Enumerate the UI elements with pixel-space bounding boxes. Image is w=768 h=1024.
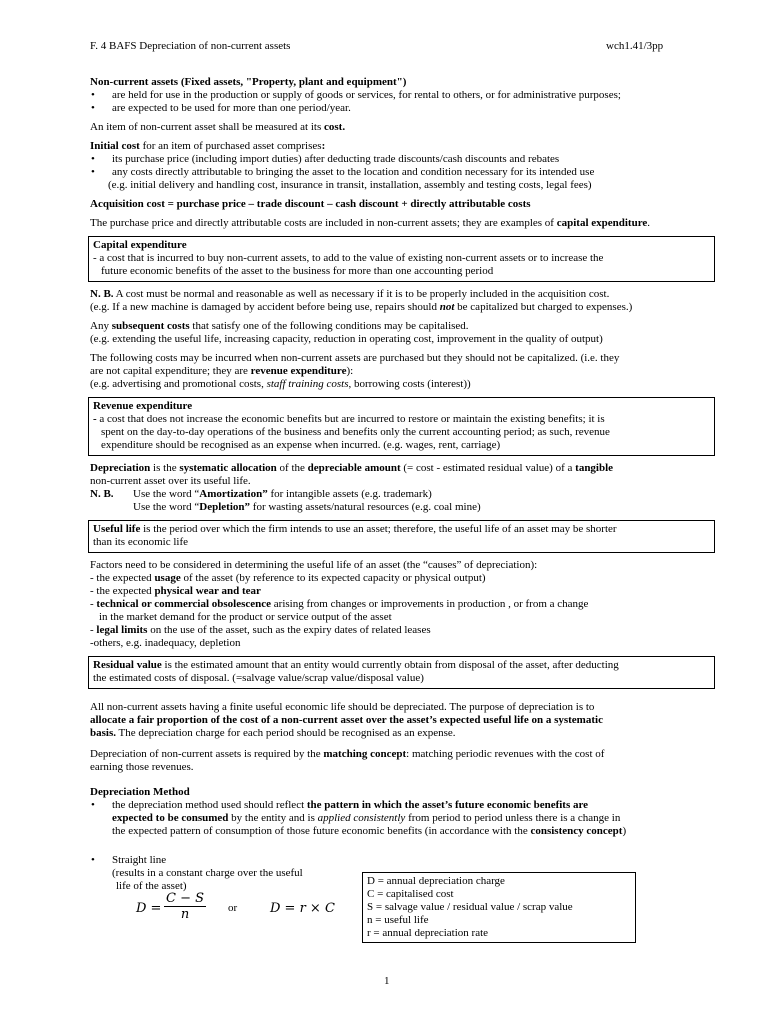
straight-line-note2: life of the asset) — [116, 880, 187, 892]
list-item: • any costs directly attributable to bringing the asset to the location and condition necessary for its intended use — [90, 166, 730, 179]
residual-value-box — [88, 656, 715, 689]
noncurrent-bullets — [90, 89, 730, 115]
legend-item: C = capitalised cost — [367, 888, 454, 900]
text-italic: applied consistently — [317, 812, 406, 824]
factors-intro: Factors need to be considered in determining the useful life of an asset (the “causes” of depreciation): — [90, 559, 538, 571]
text-bold: subsequent costs — [111, 320, 190, 332]
noncurrent-title: Non-current assets (Fixed assets, "Property, plant and equipment") — [90, 76, 407, 88]
straight-line-note1: (results in a constant charge over the useful — [112, 867, 303, 879]
nb-label: N. B. — [90, 488, 114, 500]
following-costs — [90, 352, 730, 391]
following-line2 — [90, 365, 730, 378]
method-bullets — [90, 799, 730, 838]
subsequent-costs — [90, 320, 730, 346]
text: (= cost - estimated residual value) of a — [400, 462, 576, 474]
text-bold: matching concept — [323, 748, 407, 760]
factors — [90, 559, 730, 650]
formula-lhs: D = — [136, 901, 162, 916]
legend-item: r = annual depreciation rate — [367, 927, 489, 939]
bullet-icon: • — [91, 854, 95, 866]
list-item: • its purchase price (including import duties) after deducting trade discounts/cash discounts and rebates — [90, 153, 730, 166]
text: are not capital expenditure; they are — [90, 365, 251, 377]
formula-legend — [362, 872, 636, 943]
straight-line-section — [90, 854, 730, 950]
subsequent-line — [90, 320, 730, 333]
useful-life-line1 — [93, 523, 709, 536]
nb1 — [90, 288, 730, 314]
text: Any — [90, 320, 112, 332]
initial-cost-bullets — [90, 153, 730, 179]
text-bold: Depreciation — [90, 462, 151, 474]
straight-line-title: Straight line — [112, 854, 167, 866]
text-bold: basis. — [90, 727, 116, 739]
text: : matching periodic revenues with the cost of — [406, 748, 605, 760]
finite-line3 — [90, 727, 730, 740]
revex-box — [88, 397, 715, 456]
depreciation-formula — [136, 892, 356, 928]
depreciation-method — [90, 786, 730, 838]
text-bold: the pattern in which the asset’s future economic benefits are — [306, 799, 589, 811]
formula-or: or — [228, 902, 238, 914]
text-bold: consistency concept — [530, 825, 623, 837]
text: - the expected — [90, 572, 155, 584]
text-bold: physical wear and tear — [154, 585, 261, 597]
acquisition-formula: Acquisition cost = purchase price – trade discount – cash discount + directly attributable costs — [90, 198, 531, 210]
matching-line2: earning those revenues. — [90, 761, 194, 773]
capex-line2: future economic benefits of the asset to the business for more than one accounting period — [101, 265, 494, 277]
nb2-row1 — [90, 488, 730, 501]
text: ) — [622, 825, 627, 837]
formula-denominator: n — [180, 907, 190, 922]
text-bold: Initial cost — [90, 140, 140, 152]
text: Use the word “ — [133, 488, 200, 500]
text: a cost that does not increase the economic benefits but are incurred to restore or maintain the existing benefits; it is — [96, 413, 605, 425]
factor-others: -others, e.g. inadequacy, depletion — [90, 637, 241, 649]
text: of the — [276, 462, 308, 474]
text-bold: capital expenditure — [556, 217, 648, 229]
finite-line2: allocate a fair proportion of the cost of a non-current asset over the asset’s expected useful life on a systematic — [90, 714, 603, 726]
text: - — [90, 598, 97, 610]
text: is the — [150, 462, 180, 474]
legend-item: n = useful life — [367, 914, 429, 926]
text-bold: tangible — [575, 462, 614, 474]
text: Use the word “ — [133, 501, 200, 513]
text-bold: technical or commercial obsolescence — [96, 598, 272, 610]
text: (e.g. advertising and promotional costs, — [90, 378, 267, 390]
initial-cost-title — [90, 140, 730, 153]
text-bold: - — [93, 413, 97, 425]
text: - — [90, 624, 97, 636]
nb1-example — [90, 301, 730, 314]
text: by the entity and is — [228, 812, 318, 824]
text: that satisfy one of the following conditions may be capitalised. — [189, 320, 469, 332]
text: on the use of the asset, such as the expiry dates of related leases — [147, 624, 431, 636]
depr-line1 — [90, 462, 730, 475]
text: , borrowing costs (interest)) — [348, 378, 471, 390]
method-line3 — [112, 825, 730, 838]
finite-line1: All non-current assets having a finite useful economic life should be depreciated. The purpose of depreciation is to — [90, 701, 595, 713]
text: is the estimated amount that an entity would currently obtain from disposal of the asset, after deducting — [161, 659, 619, 671]
text-bold: : — [321, 140, 326, 152]
text: is the period over which the firm intends to use an asset; therefore, the useful life of an asset may be shorter — [140, 523, 617, 535]
method-line1 — [112, 799, 730, 812]
text-bold: expected to be consumed — [112, 812, 229, 824]
initial-cost-example: (e.g. initial delivery and handling cost, insurance in transit, installation, assembly and testing costs, legal fees) — [108, 179, 592, 191]
page-number: 1 — [384, 975, 390, 987]
text-bold: Depletion” — [199, 501, 251, 513]
method-title: Depreciation Method — [90, 786, 190, 798]
text-bold: legal limits — [96, 624, 148, 636]
nb2-line1 — [133, 488, 432, 501]
revex-line1 — [93, 413, 709, 426]
straight-line-item — [90, 854, 350, 893]
text-bold: cost. — [324, 121, 346, 133]
nb-label: N. B. — [90, 288, 114, 300]
revex-line3: expenditure should be recognised as an expense when incurred. (e.g. wages, rent, carriage) — [101, 439, 501, 451]
text: A cost must be normal and reasonable as well as necessary if it is to be properly included in the acquisition cost. — [113, 288, 610, 300]
legend-item: D = annual depreciation charge — [367, 875, 505, 887]
text: from period to period unless there is a change in — [405, 812, 621, 824]
text-bold: Amortization” — [199, 488, 268, 500]
capex-box — [88, 236, 715, 282]
following-example — [90, 378, 730, 391]
list-item: • are expected to be used for more than one period/year. — [90, 102, 730, 115]
text: for wasting assets/natural resources (e.g. coal mine) — [250, 501, 481, 513]
revex-line2: spent on the day-to-day operations of the business and benefits only the current accounting period; as such, revenue — [101, 426, 610, 438]
matching-line1 — [90, 748, 730, 761]
text-bold: usage — [154, 572, 181, 584]
text: of the asset (by reference to its expected capacity or physical output) — [180, 572, 486, 584]
matching-concept — [90, 748, 730, 774]
residual-line1 — [93, 659, 709, 672]
legend-item: S = salvage value / residual value / scrap value — [367, 901, 573, 913]
list-item: • are held for use in the production or supply of goods or services, for rental to others, or for administrative purposes; — [90, 89, 730, 102]
text: The depreciation charge for each period should be recognised as an expense. — [116, 727, 456, 739]
text: . — [647, 217, 651, 229]
nb1-line — [90, 288, 730, 301]
noncurrent-section — [90, 76, 730, 115]
text: The purchase price and directly attributable costs are included in non-current assets; they are examples of — [90, 217, 557, 229]
factor-obsolescence-line2: in the market demand for the product or service output of the asset — [99, 611, 392, 623]
text: for an item of purchased asset comprises — [139, 140, 322, 152]
text: for intangible assets (e.g. trademark) — [267, 488, 432, 500]
measured-line — [90, 121, 730, 134]
text: be capitalized but charged to expenses.) — [454, 301, 633, 313]
factor-legal — [90, 624, 730, 637]
capex-line1: - a cost that is incurred to buy non-current assets, to add to the value of existing non-current assets or to increase the — [93, 252, 604, 264]
text-emphasis: not — [439, 301, 455, 313]
method-line2 — [112, 812, 730, 825]
finite-life — [90, 701, 730, 740]
text: ): — [346, 365, 354, 377]
list-item — [90, 799, 730, 838]
subsequent-example: (e.g. extending the useful life, increasing capacity, reduction in operating cost, improvement in the quality of output) — [90, 333, 603, 345]
text: (e.g. If a new machine is damaged by accident before being use, repairs should — [90, 301, 440, 313]
text: the expected pattern of consumption of those future economic benefits (in accordance with the — [112, 825, 531, 837]
purchase-price-line — [90, 217, 730, 230]
text: - the expected — [90, 585, 155, 597]
formula-alt: D = r × C — [270, 901, 335, 916]
useful-life-box — [88, 520, 715, 553]
following-line1: The following costs may be incurred when non-current assets are purchased but they should not be capitalized. (i.e. they — [90, 352, 620, 364]
header-code: wch1.41/3pp — [606, 40, 664, 52]
useful-life-line2: than its economic life — [93, 536, 188, 548]
factor-obsolescence — [90, 598, 730, 611]
formula-fraction — [164, 892, 206, 921]
text: An item of non-current asset shall be measured at its — [90, 121, 324, 133]
header-title: F. 4 BAFS Depreciation of non-current assets — [90, 40, 291, 52]
capex-title: Capital expenditure — [93, 239, 187, 251]
depr-line2: non-current asset over its useful life. — [90, 475, 251, 487]
depreciation-definition — [90, 462, 730, 488]
formula-numerator: C − S — [165, 891, 204, 906]
text-bold: systematic allocation — [179, 462, 277, 474]
factor-usage — [90, 572, 730, 585]
text-bold: Residual value — [93, 659, 162, 671]
revex-title: Revenue expenditure — [93, 400, 193, 412]
text: the depreciation method used should reflect — [112, 799, 307, 811]
factor-wear — [90, 585, 730, 598]
text-italic: staff training costs — [266, 378, 349, 390]
text-bold: revenue expenditure — [250, 365, 347, 377]
initial-cost-section — [90, 140, 730, 192]
text: arising from changes or improvements in production , or from a change — [271, 598, 589, 610]
content — [90, 76, 730, 950]
text-bold: Useful life — [93, 523, 141, 535]
nb2-row2 — [90, 501, 730, 514]
nb2 — [90, 488, 730, 514]
residual-line2: the estimated costs of disposal. (=salvage value/scrap value/disposal value) — [93, 672, 424, 684]
text-bold: depreciable amount — [307, 462, 401, 474]
text: Depreciation of non-current assets is required by the — [90, 748, 324, 760]
